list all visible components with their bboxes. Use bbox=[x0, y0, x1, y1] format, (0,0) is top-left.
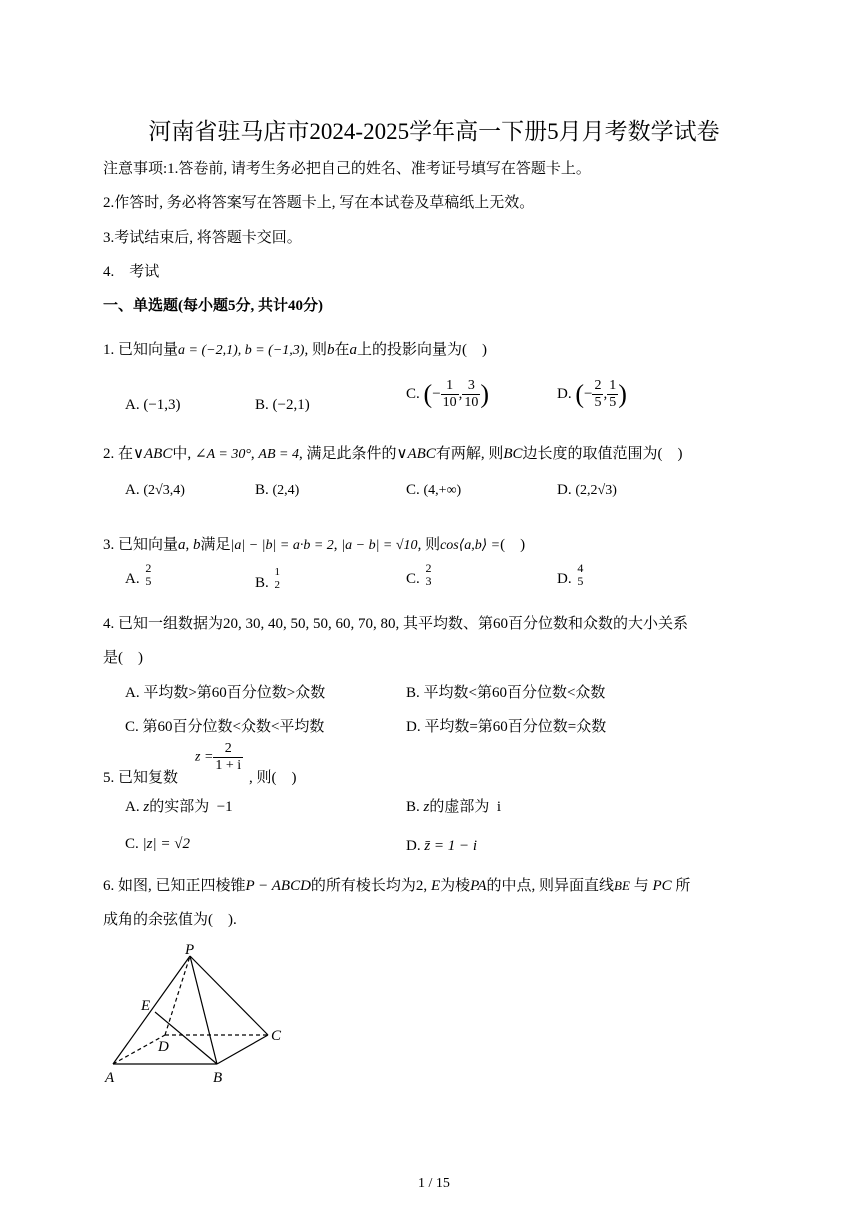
q1-option-d-label: D. bbox=[557, 386, 572, 402]
q3-option-a-frac: 2 5 bbox=[145, 561, 152, 588]
label-b: B bbox=[213, 1070, 223, 1086]
q2-bc: BC bbox=[503, 446, 523, 462]
q5-option-a-label: A. bbox=[125, 799, 140, 815]
label-p: P bbox=[185, 942, 195, 958]
q3-a: a bbox=[178, 537, 186, 553]
q1-prefix: 1. 已知向量 bbox=[103, 342, 179, 358]
q1-option-c-frac1: $\frac{1}{10}$ bbox=[442, 378, 457, 410]
q3-comma: , bbox=[185, 537, 190, 553]
question-5-formula bbox=[195, 741, 243, 774]
q3-option-d-frac: 4 5 bbox=[577, 561, 584, 588]
q5-option-b-label: B. bbox=[406, 799, 420, 815]
q5-option-a-value: −1 bbox=[216, 799, 233, 815]
note-2: 2.作答时, 务必将答案写在答题卡上, 写在本试卷及草稿纸上无效。 bbox=[103, 195, 535, 211]
q1-b: b bbox=[326, 342, 335, 358]
page-title: 河南省驻马店市2024-2025学年高一下册5月月考数学试卷 bbox=[148, 119, 720, 144]
q1-mid: , 则 bbox=[304, 342, 327, 358]
q2-option-b bbox=[255, 482, 299, 499]
q1-option-b-label: B. bbox=[255, 397, 269, 413]
label-a: A bbox=[105, 1070, 115, 1086]
label-d: D bbox=[158, 1039, 169, 1055]
q6-mid1: 的所有棱长均为2, bbox=[310, 878, 428, 894]
q1-suffix: 上的投影向量为( ) bbox=[356, 342, 487, 358]
q1-option-b bbox=[255, 397, 310, 414]
q1-a: a bbox=[349, 342, 357, 358]
q3-option-d-label: D. bbox=[557, 571, 572, 587]
q6-and: 与 bbox=[633, 878, 649, 894]
question-6-line-2: 成角的余弦值为( ). bbox=[103, 912, 237, 928]
q2-mid3: 有两解, 则 bbox=[435, 446, 504, 462]
q5-option-a bbox=[125, 795, 233, 816]
q3-option-b-label: B. bbox=[255, 575, 269, 591]
question-2 bbox=[103, 442, 683, 463]
q2-option-d-label: D. bbox=[557, 482, 572, 498]
q3-option-d bbox=[557, 562, 585, 588]
q1-option-c-sign: − bbox=[432, 386, 441, 402]
q6-e: E bbox=[430, 878, 441, 894]
q2-option-a-label: A. bbox=[125, 482, 140, 498]
question-4-line-2: 是( ) bbox=[103, 650, 143, 666]
q2-triangle-2: ∨ABC bbox=[396, 446, 436, 462]
section-heading: 一、单选题(每小题5分, 共计40分) bbox=[103, 298, 323, 314]
q5-fraction: $\frac{2}{1 + i}$ bbox=[215, 741, 242, 773]
q6-prefix: 6. 如图, 已知正四棱锥 bbox=[103, 878, 246, 894]
q3-option-b-frac: 1 2 bbox=[274, 566, 281, 591]
q2-option-d bbox=[557, 482, 617, 499]
q3-cond1: |a| − |b| = a·b = 2 bbox=[230, 538, 334, 553]
note-4: 4. 考试 bbox=[103, 264, 160, 280]
q3-prefix: 3. 已知向量 bbox=[103, 537, 179, 553]
label-c: C bbox=[271, 1028, 282, 1044]
q2-suffix: 边长度的取值范围为( ) bbox=[522, 446, 683, 462]
q1-option-a-label: A. bbox=[125, 397, 140, 413]
q4-option-d: D. 平均数=第60百分位数=众数 bbox=[406, 719, 607, 735]
q3-b: b bbox=[193, 537, 201, 553]
q3-option-a-label: A. bbox=[125, 571, 140, 587]
q1-option-d-frac1: $\frac{2}{5}$ bbox=[594, 378, 602, 410]
edge-bc bbox=[217, 1035, 268, 1064]
q3-option-c-frac: 2 3 bbox=[425, 561, 432, 588]
q5-option-d-label: D. bbox=[406, 838, 421, 854]
q5-option-a-text: 的实部为 bbox=[149, 799, 210, 815]
question-6-line-1 bbox=[103, 874, 690, 895]
q2-option-a-value: (2√3,4) bbox=[143, 483, 185, 498]
q4-option-a: A. 平均数>第60百分位数>众数 bbox=[125, 685, 326, 701]
q2-mid2: , 满足此条件的 bbox=[298, 446, 397, 462]
q5-option-c-value: |z| = √2 bbox=[142, 836, 190, 852]
edge-pc bbox=[190, 956, 268, 1035]
page-number: 1 / 15 bbox=[418, 1176, 450, 1191]
pyramid-figure bbox=[95, 940, 295, 1090]
q3-option-c bbox=[406, 562, 434, 588]
question-4-line-1: 4. 已知一组数据为20, 30, 40, 50, 50, 60, 70, 80, 其平均数、第60百分位数和众数的大小关系 bbox=[103, 616, 689, 632]
label-e: E bbox=[141, 998, 151, 1014]
q2-angle: ∠A = 30° bbox=[194, 447, 251, 462]
question-5-suffix: , 则( ) bbox=[249, 770, 297, 786]
q5-option-b bbox=[406, 795, 501, 816]
q2-option-b-label: B. bbox=[255, 482, 269, 498]
q1-option-a-value: (−1,3) bbox=[143, 397, 181, 413]
q2-sep: , bbox=[250, 446, 255, 462]
note-3: 3.考试结束后, 将答题卡交回。 bbox=[103, 230, 302, 246]
q5-option-d-value: z̄ = 1 − i bbox=[424, 838, 478, 854]
q6-mid3: 的中点, 则异面直线 bbox=[486, 878, 615, 894]
q2-option-c-label: C. bbox=[406, 482, 420, 498]
q3-suffix: ( ) bbox=[500, 537, 526, 553]
q5-option-c bbox=[125, 836, 190, 853]
q2-triangle: ∨ABC bbox=[133, 446, 173, 462]
q2-option-a bbox=[125, 482, 185, 499]
q2-mid1: 中, bbox=[172, 446, 192, 462]
q1-option-a bbox=[125, 397, 181, 414]
q3-cond2: |a − b| = √10 bbox=[341, 538, 418, 553]
q3-then: , 则 bbox=[417, 537, 441, 553]
q5-option-d bbox=[406, 838, 477, 855]
q1-option-c: C. (− $\frac{1}{10}$ , $\frac{3}{10}$ ) bbox=[406, 378, 490, 410]
q3-cos: cos⟨a,b⟩ = bbox=[440, 538, 501, 553]
q1-option-c-frac2: $\frac{3}{10}$ bbox=[464, 378, 479, 410]
question-5-prefix: 5. 已知复数 bbox=[103, 770, 179, 786]
segment-eb bbox=[155, 1012, 217, 1064]
q2-option-b-value: (2,4) bbox=[272, 483, 300, 498]
q1-option-c-label: C. bbox=[406, 386, 420, 402]
q1-option-b-value: (−2,1) bbox=[272, 397, 310, 413]
q5-option-b-value: i bbox=[496, 799, 502, 815]
q3-option-c-label: C. bbox=[406, 571, 420, 587]
question-3 bbox=[103, 533, 525, 554]
q3-mid: 满足 bbox=[200, 537, 231, 553]
q1-option-d: D. (− $\frac{2}{5}$ , $\frac{1}{5}$ ) bbox=[557, 378, 627, 410]
q5-option-b-text: 的虚部为 bbox=[429, 799, 490, 815]
question-1 bbox=[103, 338, 487, 359]
q6-pa: PA bbox=[470, 878, 487, 894]
q4-option-c: C. 第60百分位数<众数<平均数 bbox=[125, 719, 325, 735]
q3-option-a bbox=[125, 562, 153, 588]
edge-pa bbox=[113, 956, 190, 1064]
q1-in: 在 bbox=[334, 342, 350, 358]
q2-ab: AB = 4 bbox=[258, 447, 299, 462]
q3-option-b bbox=[255, 566, 282, 592]
q6-be: BE bbox=[614, 878, 630, 893]
q5-zeq: z = bbox=[195, 749, 214, 765]
edge-pb bbox=[190, 956, 217, 1064]
q5-option-c-label: C. bbox=[125, 836, 139, 852]
q6-pyramid: P − ABCD bbox=[245, 878, 311, 894]
q1-option-d-sign: − bbox=[584, 386, 593, 402]
q6-pc: PC bbox=[652, 878, 672, 894]
q5-option-a-z: z bbox=[143, 799, 150, 815]
note-1: 注意事项:1.答卷前, 请考生务必把自己的姓名、准考证号填写在答题卡上。 bbox=[103, 161, 591, 177]
q3-sep: , bbox=[333, 537, 338, 553]
q6-suffix: 所 bbox=[675, 878, 691, 894]
q2-option-d-value: (2,2√3) bbox=[575, 483, 617, 498]
q1-option-d-frac2: $\frac{1}{5}$ bbox=[609, 378, 617, 410]
q2-option-c bbox=[406, 482, 461, 499]
q2-option-c-value: (4,+∞) bbox=[423, 483, 462, 498]
q6-mid2: 为棱 bbox=[440, 878, 471, 894]
q2-prefix: 2. 在 bbox=[103, 446, 134, 462]
q1-vectors: a = (−2,1), b = (−1,3) bbox=[178, 343, 305, 358]
q4-option-b: B. 平均数<第60百分位数<众数 bbox=[406, 685, 606, 701]
q5-option-b-z: z bbox=[423, 799, 430, 815]
